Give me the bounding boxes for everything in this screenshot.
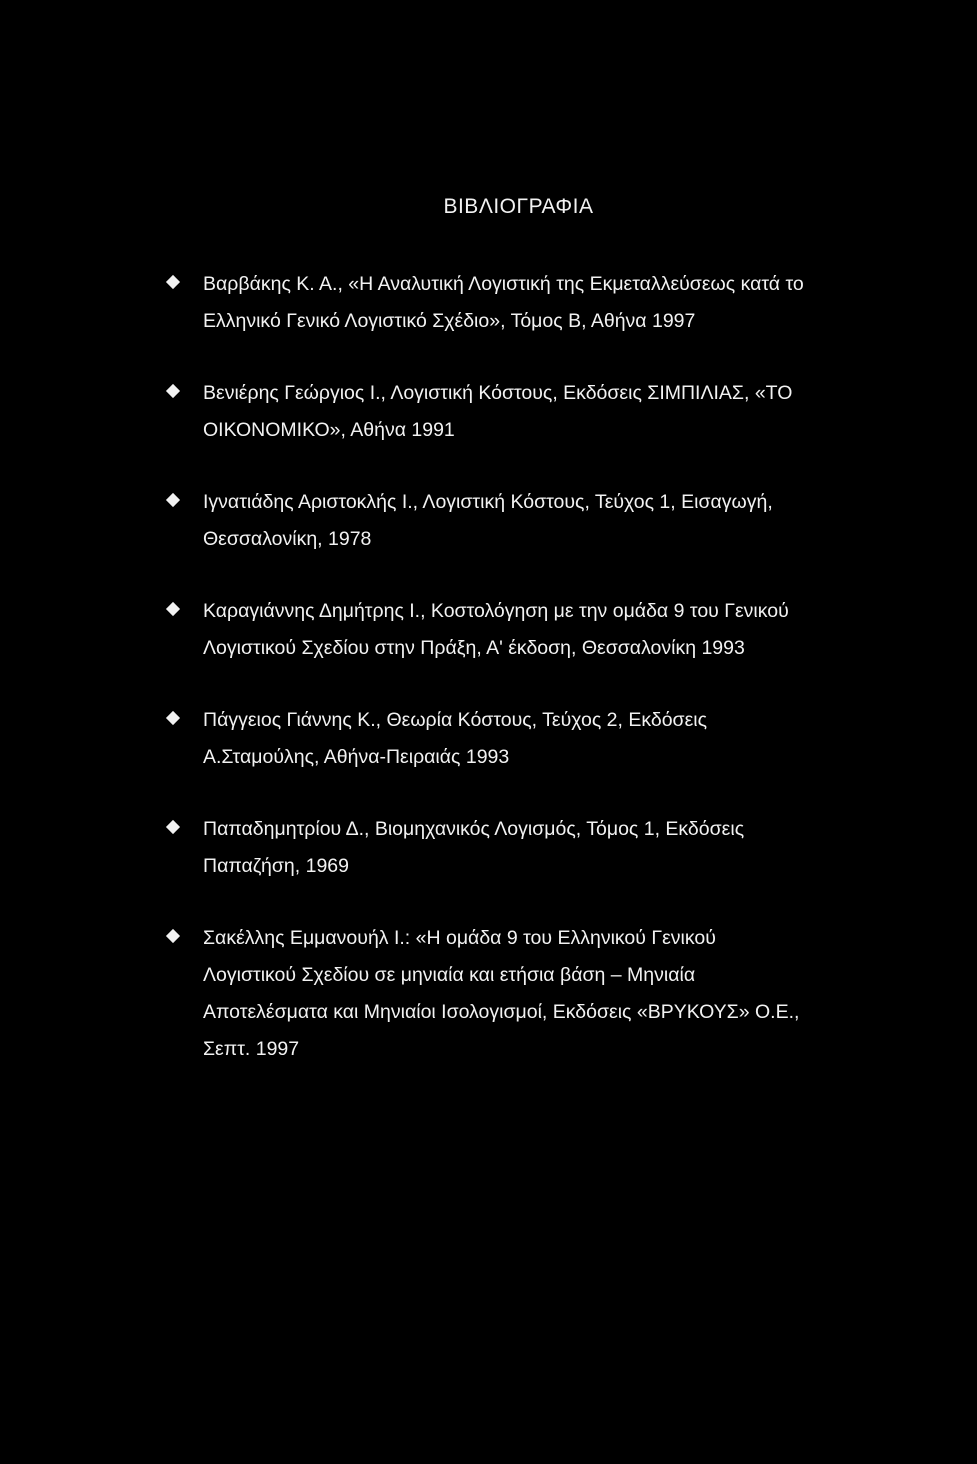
entry-text <box>203 702 883 776</box>
diamond-bullet-icon <box>166 820 180 834</box>
page-title: ΒΙΒΛΙΟΓΡΑΦΙΑ <box>443 195 594 218</box>
entry-line: Αποτελέσματα και Μηνιαίοι Ισολογισμοί, Εκδόσεις «ΒΡΥΚΟΥΣ» Ο.Ε., <box>203 1001 800 1023</box>
diamond-bullet-icon <box>166 493 180 507</box>
entry-line: Παπαζήση, 1969 <box>203 855 349 877</box>
entry-line: Λογιστικού Σχεδίου στην Πράξη, Α' έκδοση, Θεσσαλονίκη 1993 <box>203 637 745 659</box>
entry-line: Βαρβάκης Κ. Α., «Η Αναλυτική Λογιστική της Εκμεταλλεύσεως κατά το <box>203 273 804 295</box>
entry-line: Θεσσαλονίκη, 1978 <box>203 528 372 550</box>
entry-text <box>203 593 883 667</box>
diamond-bullet-icon <box>166 275 180 289</box>
diamond-bullet-icon <box>166 384 180 398</box>
entry-line: Παπαδημητρίου Δ., Βιομηχανικός Λογισμός, Τόμος 1, Εκδόσεις <box>203 818 745 840</box>
diamond-bullet-icon <box>166 602 180 616</box>
entry-text <box>203 375 883 449</box>
entry-line: Καραγιάννης Δημήτρης Ι., Κοστολόγηση με την ομάδα 9 του Γενικού <box>203 600 789 622</box>
entry-line: Σεπτ. 1997 <box>203 1038 300 1060</box>
entry-line: Α.Σταμούλης, Αθήνα-Πειραιάς 1993 <box>203 746 510 768</box>
diamond-bullet-icon <box>166 929 180 943</box>
entry-line: ΟΙΚΟΝΟΜΙΚΟ», Αθήνα 1991 <box>203 419 455 441</box>
entry-line: Σακέλλης Εμμανουήλ Ι.: «Η ομάδα 9 του Ελληνικού Γενικού <box>203 927 716 949</box>
entry-text <box>203 920 883 1068</box>
entry-line: Λογιστικού Σχεδίου σε μηνιαία και ετήσια βάση – Μηνιαία <box>203 964 696 986</box>
entry-line: Ελληνικό Γενικό Λογιστικό Σχέδιο», Τόμος Β, Αθήνα 1997 <box>203 310 696 332</box>
entry-line: Βενιέρης Γεώργιος Ι., Λογιστική Κόστους, Εκδόσεις ΣΙΜΠΙΛΙΑΣ, «ΤΟ <box>203 382 793 404</box>
entry-line: Ιγνατιάδης Αριστοκλής Ι., Λογιστική Κόστους, Τεύχος 1, Εισαγωγή, <box>203 491 773 513</box>
entry-line: Πάγγειος Γιάννης Κ., Θεωρία Κόστους, Τεύχος 2, Εκδόσεις <box>203 709 707 731</box>
diamond-bullet-icon <box>166 711 180 725</box>
entry-text <box>203 266 883 340</box>
entry-text <box>203 484 883 558</box>
entry-text <box>203 811 883 885</box>
